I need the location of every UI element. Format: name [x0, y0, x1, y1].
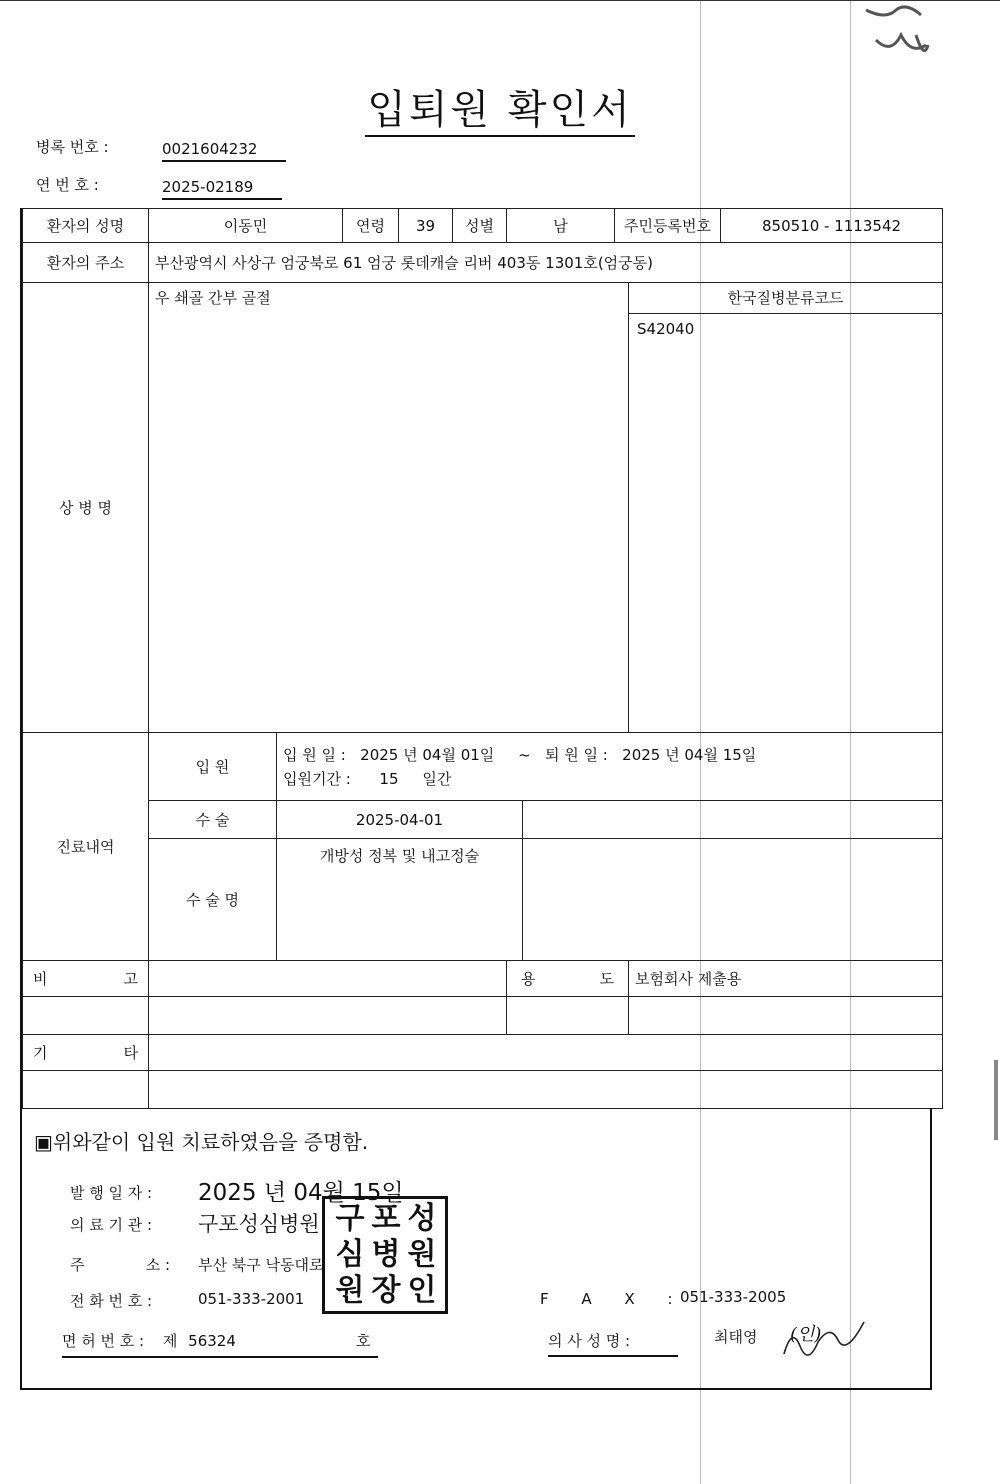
phone-value: 051-333-2001: [198, 1290, 305, 1308]
period-days: 15: [379, 769, 399, 788]
rrn-label: 주민등록번호: [615, 209, 721, 243]
admission-details: [277, 733, 943, 801]
blank-e: [23, 1071, 149, 1109]
other-value: [149, 1035, 943, 1071]
surgery-name-blank: [523, 839, 943, 961]
admit-date-label: 입 원 일 :: [283, 745, 346, 764]
seal-glyph: 성: [407, 1201, 435, 1236]
license-prefix: 제: [162, 1332, 178, 1350]
other-label: [23, 1035, 149, 1071]
kcd-code: S42040: [637, 320, 695, 338]
fax-label: F A X :: [540, 1290, 687, 1308]
blank-d: [629, 997, 943, 1035]
seal-glyph: 병: [371, 1237, 399, 1272]
rrn-value: 850510 - 1113542: [721, 209, 943, 243]
edge-mark: [994, 1060, 998, 1140]
age-label: 연령: [343, 209, 399, 243]
serial-no-value: 2025-02189: [162, 178, 282, 200]
treatment-label: 진료내역: [23, 733, 149, 961]
seal-glyph: 구: [335, 1201, 363, 1236]
date-range-tilde: ~: [518, 745, 531, 764]
certification-statement: ▣위와같이 입원 치료하였음을 증명함.: [34, 1130, 369, 1154]
patient-name: 이동민: [149, 209, 343, 243]
hospital-seal: [322, 1196, 448, 1314]
purpose-label: [507, 961, 629, 997]
blank-b: [149, 997, 507, 1035]
doctor-signature: (인): [790, 1324, 822, 1345]
license-no: 56324: [188, 1332, 236, 1350]
seal-glyph: 원: [335, 1273, 363, 1308]
institution-name: 구포성심병원: [198, 1212, 320, 1236]
diagnosis-label: 상 병 명: [23, 283, 149, 733]
serial-no-label: 연 번 호 :: [36, 176, 99, 194]
admit-date: 2025 년 04월 01일: [360, 745, 495, 764]
discharge-date: 2025 년 04월 15일: [622, 745, 757, 764]
fax-value: 051-333-2005: [680, 1288, 787, 1306]
issue-date-label: 발 행 일 자 :: [70, 1184, 153, 1202]
top-border: [0, 0, 1000, 1]
purpose-value: 보험회사 제출용: [629, 961, 943, 997]
license-row: [62, 1330, 378, 1358]
seal-glyph: 심: [335, 1237, 363, 1272]
seal-glyph: 포: [371, 1201, 399, 1236]
diagnosis-code-cell: [629, 283, 943, 733]
diagnosis-name: 우 쇄골 간부 골절: [149, 283, 629, 733]
certificate-table: [22, 208, 943, 1109]
surgery-date: 2025-04-01: [277, 801, 523, 839]
seal-glyph: 원: [407, 1237, 435, 1272]
frame-left: [20, 208, 22, 1390]
surgery-blank: [523, 801, 943, 839]
age-value: 39: [399, 209, 453, 243]
sex-value: 남: [507, 209, 615, 243]
blank-c: [507, 997, 629, 1035]
admission-period: [283, 767, 936, 791]
issuer-address-label: 주 소 :: [70, 1256, 170, 1274]
seal-glyph: 인: [407, 1273, 435, 1308]
period-label: 입원기간 :: [283, 769, 351, 788]
license-label: 면 허 번 호 :: [62, 1332, 145, 1350]
blank-f: [149, 1071, 943, 1109]
phone-label: 전 화 번 호 :: [70, 1292, 153, 1310]
institution-label: 의 료 기 관 :: [70, 1216, 153, 1234]
frame-bottom: [20, 1388, 932, 1390]
period-unit: 일간: [422, 769, 452, 788]
corner-smudge: [856, 0, 940, 70]
address-label: 환자의 주소: [23, 243, 149, 283]
kcd-header: 한국질병분류코드: [629, 283, 942, 314]
doctor-name: 최태영: [714, 1328, 758, 1346]
purpose-label-text: 용 도: [521, 970, 615, 988]
surgery-name-label: 수 술 명: [149, 839, 277, 961]
remarks-label-text: 비 고: [33, 970, 138, 988]
surgery-name: 개방성 정복 및 내고정술: [277, 839, 523, 961]
discharge-date-label: 퇴 원 일 :: [545, 745, 608, 764]
record-no-label: 병록 번호 :: [36, 138, 109, 156]
other-label-text: 기 타: [33, 1044, 138, 1062]
record-no-value: 0021604232: [162, 140, 286, 162]
document-title: 입퇴원 확인서: [0, 78, 1000, 135]
issue-date: 2025 년 04월 15일: [198, 1180, 404, 1206]
seal-glyph: 장: [371, 1273, 399, 1308]
license-suffix: 호: [356, 1332, 371, 1350]
remarks-value: [149, 961, 507, 997]
issuer-address: 부산 북구 낙동대로: [198, 1256, 324, 1274]
blank-a: [23, 997, 149, 1035]
frame-right: [930, 1108, 932, 1390]
admission-label: 입 원: [149, 733, 277, 801]
remarks-label: [23, 961, 149, 997]
sex-label: 성별: [453, 209, 507, 243]
doctor-label: 의 사 성 명 :: [548, 1330, 678, 1357]
admission-dates: [283, 743, 936, 767]
patient-name-label: 환자의 성명: [23, 209, 149, 243]
patient-address: 부산광역시 사상구 엄궁북로 61 엄궁 롯데캐슬 리버 403동 1301호(엄궁동): [149, 243, 943, 283]
surgery-label: 수 술: [149, 801, 277, 839]
signature-scribble: [778, 1316, 874, 1360]
